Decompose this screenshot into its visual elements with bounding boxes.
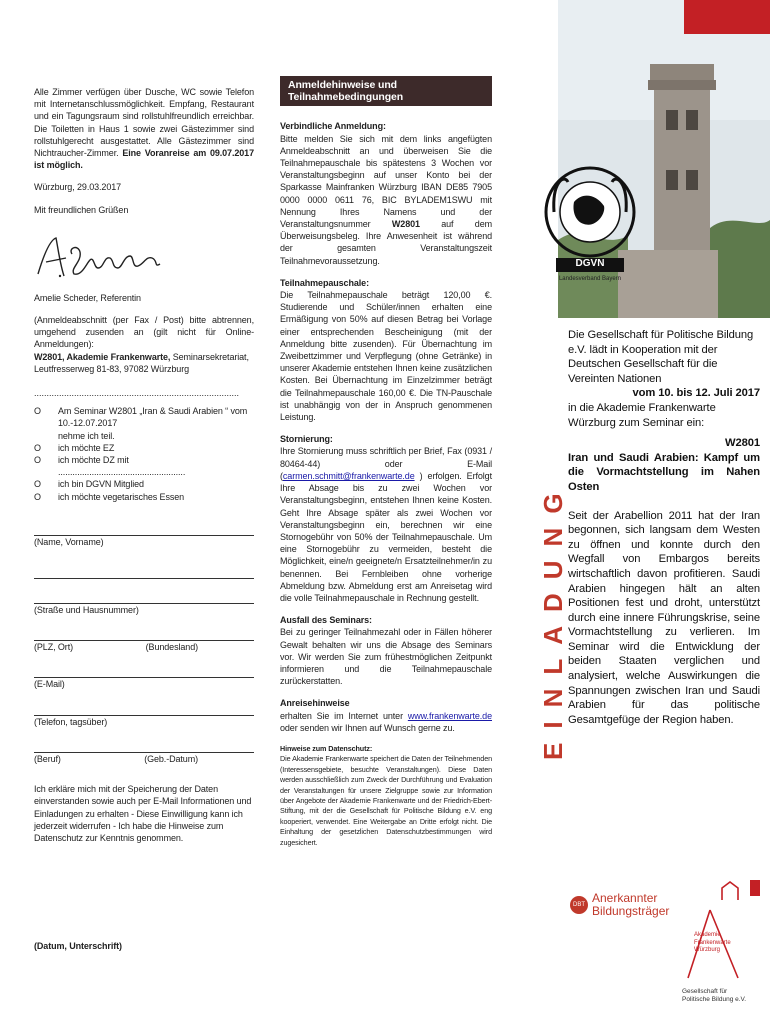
binding-registration-title: Verbindliche Anmeldung:	[280, 121, 386, 132]
privacy-title: Hinweise zum Datenschutz:	[280, 743, 373, 753]
dbt-line1: Anerkannter	[592, 891, 658, 905]
gpb-line2: Politische Bildung e.V.	[682, 996, 747, 1003]
seminar-code: W2801	[725, 437, 760, 450]
akad-line2: Frankenwarte	[694, 939, 731, 946]
akad-line3: Würzburg	[694, 947, 721, 953]
plz-label: (PLZ, Ort)	[34, 642, 73, 653]
gpb-logo-text	[682, 988, 746, 1004]
letter-date: Würzburg, 29.03.2017	[34, 182, 122, 193]
greeting: Mit freundlichen Grüßen	[34, 204, 129, 215]
option-dgvn-member[interactable]: O ich bin DGVN Mitglied	[34, 479, 144, 490]
invitation-intro: Die Gesellschaft für Politische Bildung e.V. lädt in Kooperation mit der Deutschen Gesellschaft für die Vereinten Nationen	[568, 329, 754, 385]
phone-field[interactable]	[34, 701, 254, 716]
job-field[interactable]	[34, 738, 254, 753]
privacy-text: Die Akademie Frankenwarte speichert die Daten der Teilnehmenden (Interessensgebiete, besuchte Veranstaltungen). Diese Daten werden ausschließlich zum Zweck der Durchführung und Evaluation der Veranstaltungen für unsere Zielgruppe sowie zur Information über Angebote der Akademie Frankenwarte und der Friedrich-Ebert-Stiftung, mit der die Gesellschaft für Politische Bildung e.V. eng kooperiert, verwendet. Eine Weitergabe an Dritte erfolgt nicht. Die Einhaltung der gesetzlichen Datenschutzbestimmungen wird zugesichert.	[280, 754, 492, 847]
conditions-header: Anmeldehinweise und Teilnahmebedingungen	[280, 76, 492, 106]
cancellation-text: Ihre Stornierung muss schriftlich per Brief, Fax (0931 / 80464-44) oder E-Mail (carmen.schmitt@frankenwarte.de ) erfolgen. Erfolgt Ihre Absage bis zu zwei Wochen vor Veranstaltungsbeginn, entstehen Ihnen keine Kosten. Geht Ihre Absage später als zwei Wochen vor Veranstaltungsbeginn ein, berechnen wir eine Stornogebühr von 50% der Teilnahmepauschale. Um eine Stornogebühr zu vermeiden, besteht die Möglichkeit, eine/n geeignete/n Ersatzteilnehmer/in zu benennen. Bei Fernbleiben ohne vorherige Abmeldung bzw. Abmeldung erst am Anreisetag wird die volle Teilnahmepauschale in Rechnung gestellt.	[280, 446, 492, 603]
cancel-seminar-text: Bei zu geringer Teilnahmezahl oder in Fällen höherer Gewalt behalten wir uns die Absage des Seminars vor. Wir werden Sie zum frühestmöglichen Zeitpunkt informieren und die Teilnahmepauschale zurückerstatten.	[280, 627, 492, 687]
seminar-title: Iran und Saudi Arabien: Kampf um die Vormachtstellung im Nahen Osten	[568, 451, 760, 493]
form-address: W2801, Akademie Frankenwarte, Seminarsekretariat, Leutfresserweg 81-83, 97082 Würzburg	[34, 351, 249, 374]
signer-name: Amelie Scheder, Referentin	[34, 292, 141, 303]
travel-text: erhalten Sie im Internet unter www.frankenwarte.de oder senden wir Ihnen auf Wunsch gerne zu.	[280, 710, 492, 733]
travel-title: Anreisehinweise	[280, 698, 350, 709]
option-vegetarian[interactable]: O ich möchte vegetarisches Essen	[34, 491, 185, 502]
invitation-date: vom 10. bis 12. Juli 2017	[632, 387, 760, 400]
invitation-place: in die Akademie Frankenwarte Würzburg zum Seminar ein:	[568, 401, 716, 429]
gpb-line1: Gesellschaft für	[682, 988, 728, 995]
website-link[interactable]: www.frankenwarte.de	[407, 710, 492, 721]
vertical-einladung: EINLADUNG	[538, 479, 568, 760]
dgvn-sub: Landesverband Bayern	[558, 276, 622, 282]
job-label: (Beruf)	[34, 753, 61, 764]
fee-text: Die Teilnahmepauschale beträgt 120,00 €. Studierende und Schüler/innen erhalten eine Ermäßigung von 50% auf diesen Betrag bei Vorlage einer entsprechenden Bescheinigung (mit der Anmeldung bitte zusenden). Für Übernachtung im Zweibettzimmer und Verpflegung (ohne Getränke) in unserer Akademie entstehen Ihnen keine zusätzlichen Kosten. Bei Übernachtung im Einzelzimmer beträgt die Teilnahmepauschale 160,00 €. Die TN-Pauschale ist unabhängig von der in Anspruch genommenen Leistung.	[280, 290, 492, 423]
consent-text: Ich erkläre mich mit der Speicherung der Daten einverstanden sowie auch per E-Mail Informationen und Einladungen zu erhalten - Diese Einwilligung kann ich jederzeit widerrufen - Ich habe die Hinweise zum Datenschutz zur Kenntnis genommen.	[34, 784, 252, 843]
state-label: (Bundesland)	[145, 642, 198, 653]
dgvn-logo	[534, 62, 646, 312]
option-dz[interactable]: O ich möchte DZ mit .....................................................	[34, 455, 186, 478]
dbt-line2: Bildungsträger	[592, 904, 670, 918]
invitation-column	[568, 328, 760, 727]
form-note: (Anmeldeabschnitt (per Fax / Post) bitte abtrennen, umgehend zusenden an (gilt nicht für Online-Anmeldungen):	[34, 315, 254, 350]
seminar-description: Seit der Arabellion 2011 hat der Iran begonnen, sich langsam dem Westen zu öffnen und konnte durch den Wegfall von Embargos bereits wirtschaftlich davon profitieren. Saudi Arabien hingegen hält an alten Positionen fest und droht, unterstützt durch eine innere Führungskrise, seine Vormachtstellung zu verlieren. Im Seminar wird die Entwicklung der beiden Staaten verglichen und analysiert, welche Auswirkungen die Spannungen zwischen Iran und Saudi Arabien für das politische Gesamtgefüge der Region haben.	[568, 509, 760, 726]
phone-label: (Telefon, tagsüber)	[34, 716, 108, 727]
option-ez[interactable]: O ich möchte EZ	[34, 442, 115, 453]
early-arrival-note: Eine Voranreise am 09.07.2017 ist möglich.	[34, 148, 254, 171]
email-field[interactable]	[34, 663, 254, 678]
street-field[interactable]	[34, 589, 254, 604]
option-seminar[interactable]: O Am Seminar W2801 „Iran & Saudi Arabien “ vom 10.-12.07.2017	[34, 406, 248, 429]
dbt-logo	[570, 892, 669, 918]
email-label: (E-Mail)	[34, 679, 65, 690]
akad-line1: Akademie	[694, 932, 721, 938]
name-label: (Name, Vorname)	[34, 536, 104, 547]
date-signature-label: (Datum, Unterschrift)	[34, 941, 122, 952]
birth-label: (Geb.-Datum)	[144, 753, 198, 764]
option-seminar-cont: nehme ich teil.	[58, 430, 115, 441]
option-list	[34, 405, 254, 503]
registration-form-column	[34, 86, 254, 952]
cut-line: ..................................................................................	[34, 388, 240, 399]
fee-title: Teilnahmepauschale:	[280, 277, 369, 288]
email-link[interactable]: carmen.schmitt@frankenwarte.de	[282, 470, 415, 481]
name-field[interactable]	[34, 521, 254, 536]
plz-field[interactable]	[34, 626, 254, 641]
cancellation-title: Stornierung:	[280, 434, 333, 445]
cancel-seminar-title: Ausfall des Seminars:	[280, 615, 372, 626]
binding-registration-text: Bitte melden Sie sich mit dem links angefügten Anmeldeabschnitt an und überweisen Sie die Teilnahmepauschale bis spätestens 3 Wochen vor Veranstaltungsbeginn auf unser Konto bei der Sparkasse Mainfranken Würzburg IBAN DE85 7905 0000 0000 0611 76, BIC BYLADEM1SWU mit Nennung Ihres Namens und der Veranstaltungsnummer W2801 auf dem Überweisungsbeleg. Ihre Anwesenheit ist während der gesamten Veranstaltungszeit Teilnahmevoraussetzung.	[280, 133, 492, 266]
conditions-column	[280, 76, 492, 858]
street-label: (Straße und Hausnummer)	[34, 605, 139, 616]
dbt-badge: DBT	[570, 896, 588, 914]
name-field-2[interactable]	[34, 564, 254, 579]
intro-text: Alle Zimmer verfügen über Dusche, WC sowie Telefon mit Internetanschlussmöglichkeit. Empfang, Restaurant und ein Tagungsraum sind rollstuhlfreundlich erreichbar. Die Toiletten in Haus 1 sowie zwei Gästezimmer sind rollstuhlgerecht ausgestattet. Alle Gästezimmer sind Nichtraucher-Zimmer. Eine Voranreise am 09.07.2017 ist möglich.	[34, 87, 254, 171]
dgvn-label: DGVN	[575, 258, 605, 269]
signature-image	[34, 234, 254, 282]
accent-square	[684, 0, 770, 34]
